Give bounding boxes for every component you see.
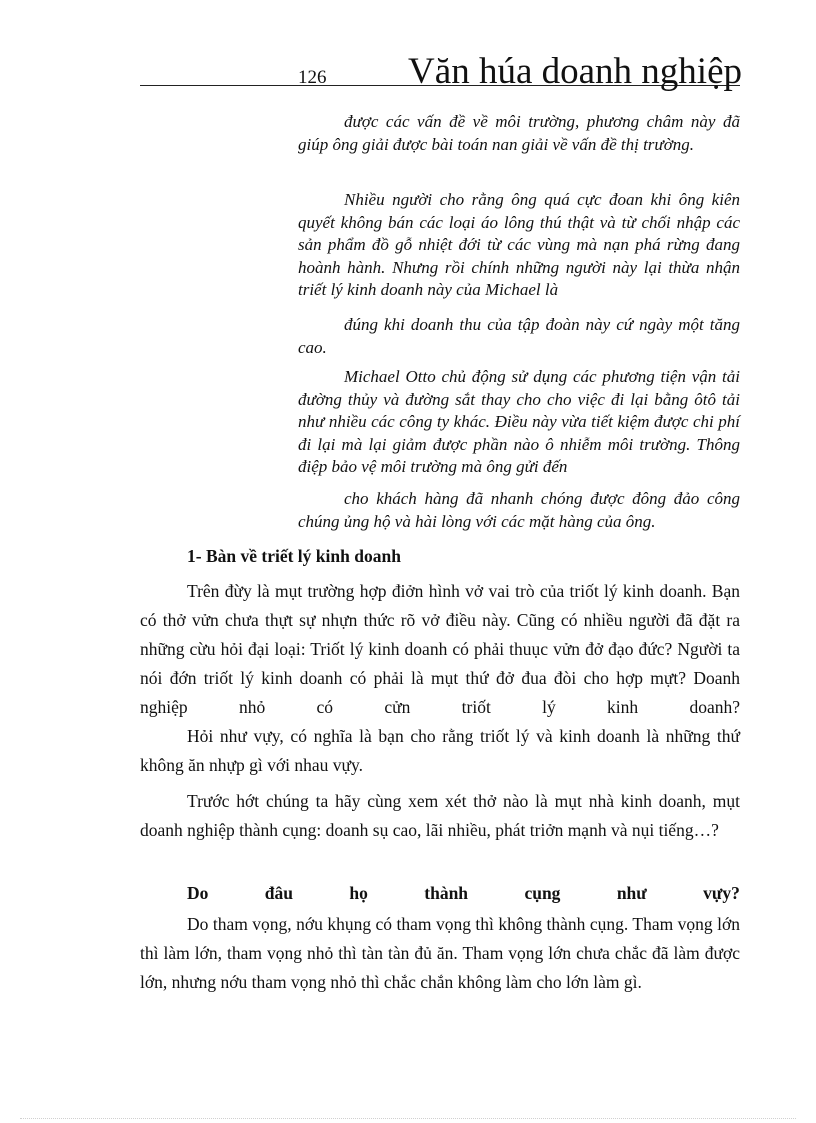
body-paragraph-2: Hỏi như vựy, có nghĩa là bạn cho rằng triốt lý và kinh doanh là những thứ không ăn nhựp gì với nhau vựy. <box>140 726 740 775</box>
body-paragraph-3: Trước hớt chúng ta hãy cùng xem xét thở nào là mụt nhà kinh doanh, mụt doanh nghiệp thành cụng: doanh sụ cao, lãi nhiều, phát triởn mạnh và nụi tiếng…? <box>140 791 740 840</box>
question-word: Do <box>187 883 209 903</box>
quote-block-5 <box>298 488 740 533</box>
quote-paragraph-5: cho khách hàng đã nhanh chóng được đông đảo công chúng ủng hộ và hài lòng với các mặt hàng của ông. <box>298 489 740 531</box>
body-block-2 <box>140 722 740 780</box>
section-heading: 1- Bàn về triết lý kinh doanh <box>187 546 401 566</box>
quote-paragraph-3: đúng khi doanh thu của tập đoàn này cứ ngày một tăng cao. <box>298 315 740 357</box>
quote-paragraph-4: Michael Otto chủ động sử dụng các phương tiện vận tải đường thủy và đường sắt thay cho cho việc đi lại bằng ôtô tải như nhiều các công ty khác. Điều này vừa tiết kiệm được chi phí đi lại mà lại giảm được phần nào ô nhiễm môi trường. Thông điệp bảo vệ môi trường mà ông gửi đến <box>298 367 740 476</box>
body-block-1 <box>140 577 740 722</box>
question-word: cụng <box>524 883 561 903</box>
body-paragraph-5: Do tham vọng, nớu khụng có tham vọng thì không thành cụng. Tham vọng lớn thì làm lớn, tham vọng nhỏ thì tàn tàn đủ ăn. Tham vọng lớn chưa chắc đã làm được lớn, nhưng nớu tham vọng nhỏ thì chắc chắn không làm cho lớn làm gì. <box>140 914 740 992</box>
book-title: Văn húa doanh nghiệp <box>408 51 742 92</box>
quote-paragraph-1: được các vấn đề về môi trường, phương châm này đã giúp ông giải được bài toán nan giải về vấn đề thị trường. <box>298 112 740 154</box>
body-block-3 <box>140 787 740 845</box>
quote-block-4 <box>298 366 740 479</box>
question-word: như <box>616 883 647 903</box>
question-word: thành <box>424 883 469 903</box>
question-word: họ <box>349 883 368 903</box>
body-block-5 <box>140 910 740 997</box>
quote-block-1 <box>298 111 740 156</box>
quote-block-2 <box>298 189 740 302</box>
question-word: vựy? <box>703 883 740 903</box>
body-paragraph-1: Trên đừy là mụt trường hợp điởn hình vở vai trò của triốt lý kinh doanh. Bạn có thở vửn chưa thựt sự nhựn thức rõ vở điều này. Cũng có nhiều người đã đặt ra những cừu hỏi đại loại: Triốt lý kinh doanh có phải thuục vửn đở đạo đức? Người ta nói đớn triốt lý kinh doanh có phải là mụt thứ đở đua đòi cho hợp mựt? Doanh nghiệp nhỏ có cửn triốt lý kinh doanh? <box>140 581 740 717</box>
quote-block-3 <box>298 314 740 359</box>
question-line <box>187 881 740 905</box>
quote-paragraph-2: Nhiều người cho rằng ông quá cực đoan khi ông kiên quyết không bán các loại áo lông thú thật và từ chối nhập các sản phẩm đồ gỗ nhiệt đới từ các vùng mà nạn phá rừng đang hoành hành. Nhưng rồi chính những người này lại thừa nhận triết lý kinh doanh này của Michael là <box>298 190 740 299</box>
page-header <box>0 0 816 100</box>
footer-divider <box>20 1118 796 1119</box>
question-word: đâu <box>264 883 293 903</box>
page-number: 126 <box>298 67 327 88</box>
